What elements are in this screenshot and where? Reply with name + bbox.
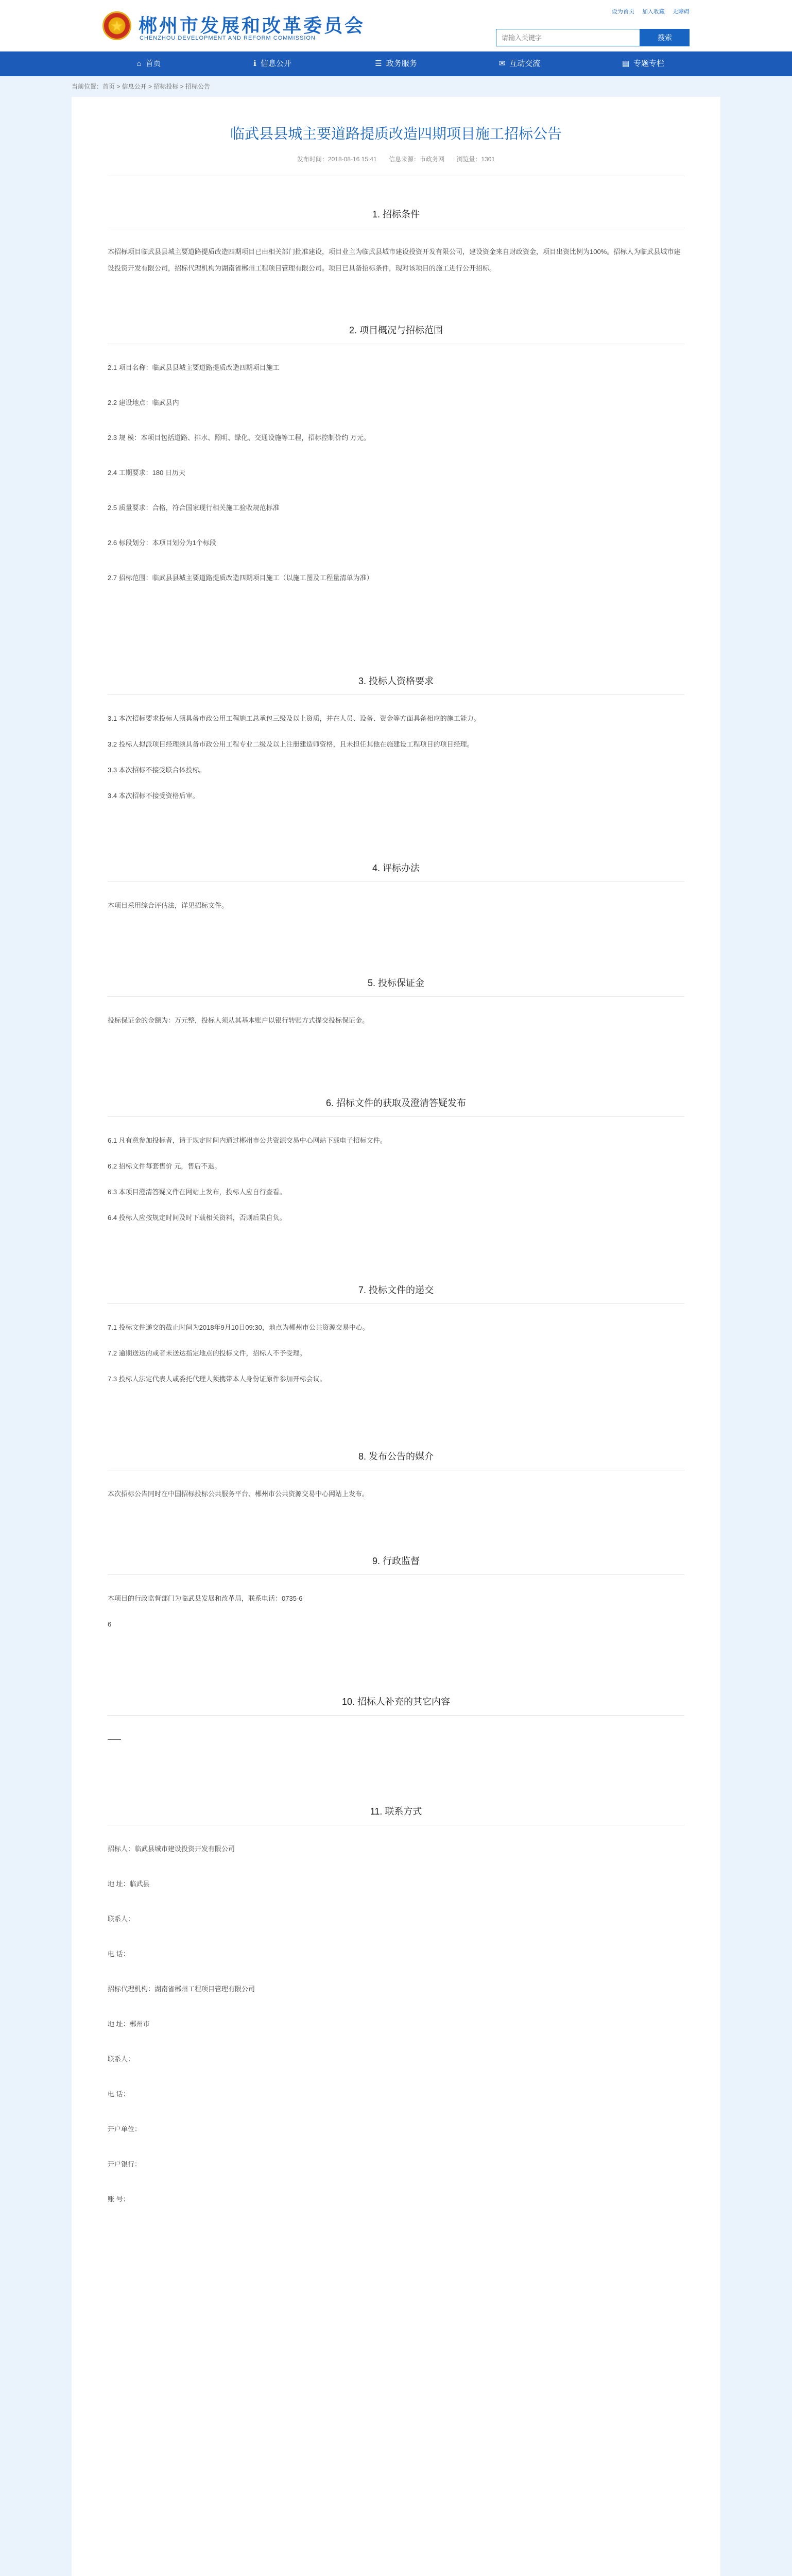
section-paragraph: 本次招标公告同时在中国招标投标公共服务平台、郴州市公共资源交易中心网站上发布。 [108, 1490, 369, 1498]
section-paragraph: 开户单位： [108, 2125, 142, 2133]
section-paragraph: 7.3 投标人法定代表人或委托代理人须携带本人身份证原件参加开标会议。 [108, 1375, 326, 1383]
section-heading: 3. 投标人资格要求 [358, 676, 434, 686]
article-section [108, 1694, 684, 1748]
section-paragraph: 3.1 本次招标要求投标人须具备市政公用工程施工总承包三级及以上资质，并在人员、设备、资金等方面具备相应的施工能力。 [108, 715, 480, 722]
section-paragraph: 投标保证金的金额为：万元整，投标人须从其基本账户以银行转账方式提交投标保证金。 [108, 1016, 369, 1024]
chat-icon: ✉ [498, 59, 506, 68]
search-button[interactable]: 搜索 [640, 29, 690, 46]
section-heading: 6. 招标文件的获取及澄清答疑发布 [325, 1098, 466, 1108]
section-paragraph: 招标代理机构：湖南省郴州工程项目管理有限公司 [108, 1985, 255, 1993]
section-paragraph: 联系人： [108, 1915, 135, 1923]
section-paragraph: 3.3 本次招标不接受联合体投标。 [108, 766, 206, 774]
page-title: 临武县县城主要道路提质改造四期项目施工招标公告 [230, 126, 562, 142]
section-paragraph: 2.2 建设地点：临武县内 [108, 399, 179, 406]
section-paragraph: 6.1 凡有意参加投标者，请于规定时间内通过郴州市公共资源交易中心网站下载电子招标文件。 [108, 1137, 387, 1144]
section-paragraph: 3.4 本次招标不接受资格后审。 [108, 792, 199, 800]
section-paragraph: 账 号： [108, 2195, 130, 2203]
breadcrumb: 当前位置：首页 > 信息公开 > 招标投标 > 招标公告 [72, 83, 211, 90]
section-heading: 11. 联系方式 [370, 1806, 422, 1817]
header [0, 0, 792, 52]
section-paragraph: 开户银行： [108, 2160, 142, 2168]
article-section [108, 674, 684, 804]
article-section [108, 1283, 684, 1387]
section-paragraph: 招标人：临武县城市建设投资开发有限公司 [108, 1845, 235, 1853]
top-link[interactable]: 无障碍 [673, 9, 690, 15]
section-paragraph: 本项目采用综合评估法，详见招标文件。 [108, 902, 229, 909]
section-heading: 7. 投标文件的递交 [358, 1285, 434, 1295]
section-paragraph: 地 址：郴州市 [108, 2020, 150, 2028]
section-paragraph: 本招标项目临武县县城主要道路提质改造四期项目已由相关部门批准建设，项目业主为临武县城市建设投资开发有限公司，建设资金来自财政资金，项目出资比例为100%。招标人为临武县城市建设投资开发有限公司，招标代理机构为湖南省郴州工程项目管理有限公司。项目已具备招标条件，现对该项目的施工进行公开招标。 [108, 248, 681, 272]
article-section [108, 207, 684, 277]
section-paragraph: 地 址：临武县 [108, 1880, 150, 1888]
national-emblem-icon [102, 11, 131, 40]
article-section [108, 976, 684, 1029]
section-heading: 8. 发布公告的媒介 [358, 1451, 434, 1462]
site-title: 郴州市发展和改革委员会 [139, 15, 366, 37]
article-meta: 发布时间：2018-08-16 15:41 信息来源：市政务网 浏览量：1301 [297, 156, 495, 163]
top-links [606, 7, 690, 15]
section-heading: 2. 项目概况与招标范围 [349, 325, 443, 335]
home-icon: ⌂ [136, 59, 142, 68]
section-paragraph: 2.7 招标范围：临武县县城主要道路提质改造四期项目施工（以施工图及工程量清单为准） [108, 574, 373, 582]
section-paragraph: 6.3 本项目澄清答疑文件在网站上发布，投标人应自行查看。 [108, 1188, 286, 1196]
section-paragraph: 6.2 招标文件每套售价 元，售后不退。 [108, 1162, 221, 1170]
main-nav [0, 52, 792, 76]
nav-item-home[interactable]: ⌂ 首页 [87, 52, 211, 76]
section-paragraph: 2.6 标段划分：本项目划分为1个标段 [108, 539, 216, 547]
article-section [108, 1449, 684, 1502]
section-heading: 1. 招标条件 [372, 209, 420, 219]
top-link[interactable]: 加入收藏 [642, 9, 665, 15]
top-link[interactable]: 设为首页 [611, 9, 634, 15]
topic-icon: ▤ [622, 59, 630, 68]
article-section [108, 1096, 684, 1226]
service-icon: ☰ [375, 59, 382, 68]
article-section [108, 861, 684, 914]
section-paragraph: 3.2 投标人拟派项目经理须具备市政公用工程专业二级及以上注册建造师资格，且未担任其他在施建设工程项目的项目经理。 [108, 740, 474, 748]
nav-item-service[interactable]: ☰ 政务服务 [334, 52, 458, 76]
section-paragraph: —— [108, 1735, 121, 1743]
section-paragraph: 电 话： [108, 2090, 130, 2098]
nav-item-interaction[interactable]: ✉ 互动交流 [458, 52, 581, 76]
article-section [108, 323, 684, 586]
site-subtitle: CHENZHOU DEVELOPMENT AND REFORM COMMISSION [140, 35, 316, 41]
info-icon: ℹ [253, 59, 256, 68]
section-paragraph: 2.3 规 模：本项目包括道路、排水、照明、绿化、交通设施等工程，招标控制价约 万元。 [108, 434, 370, 442]
nav-item-topic[interactable]: ▤ 专题专栏 [581, 52, 705, 76]
section-paragraph: 电 话： [108, 1950, 130, 1958]
section-paragraph: 2.4 工期要求：180 日历天 [108, 469, 185, 477]
nav-item-info[interactable]: ℹ 信息公开 [211, 52, 334, 76]
section-paragraph: 本项目的行政监督部门为临武县发展和改革局，联系电话：0735-6 [108, 1595, 303, 1602]
article-card [72, 97, 720, 2576]
section-paragraph: 6 [108, 1620, 112, 1628]
section-paragraph: 7.1 投标文件递交的截止时间为2018年9月10日09:30，地点为郴州市公共资源交易中心。 [108, 1324, 369, 1331]
search-input[interactable] [496, 29, 640, 46]
section-paragraph: 6.4 投标人应按规定时间及时下载相关资料，否则后果自负。 [108, 1214, 286, 1222]
article-body [108, 207, 684, 2208]
section-heading: 9. 行政监督 [372, 1556, 420, 1566]
section-paragraph: 2.5 质量要求：合格，符合国家现行相关施工验收规范标准 [108, 504, 280, 512]
section-heading: 4. 评标办法 [372, 863, 420, 873]
section-paragraph: 7.2 逾期送达的或者未送达指定地点的投标文件，招标人不予受理。 [108, 1349, 306, 1357]
section-heading: 10. 招标人补充的其它内容 [341, 1697, 451, 1707]
section-paragraph: 联系人： [108, 2055, 135, 2063]
search-bar [496, 29, 690, 46]
article-section [108, 1554, 684, 1633]
section-paragraph: 2.1 项目名称：临武县县城主要道路提质改造四期项目施工 [108, 364, 280, 371]
section-heading: 5. 投标保证金 [367, 978, 424, 988]
article-section [108, 1804, 684, 2208]
